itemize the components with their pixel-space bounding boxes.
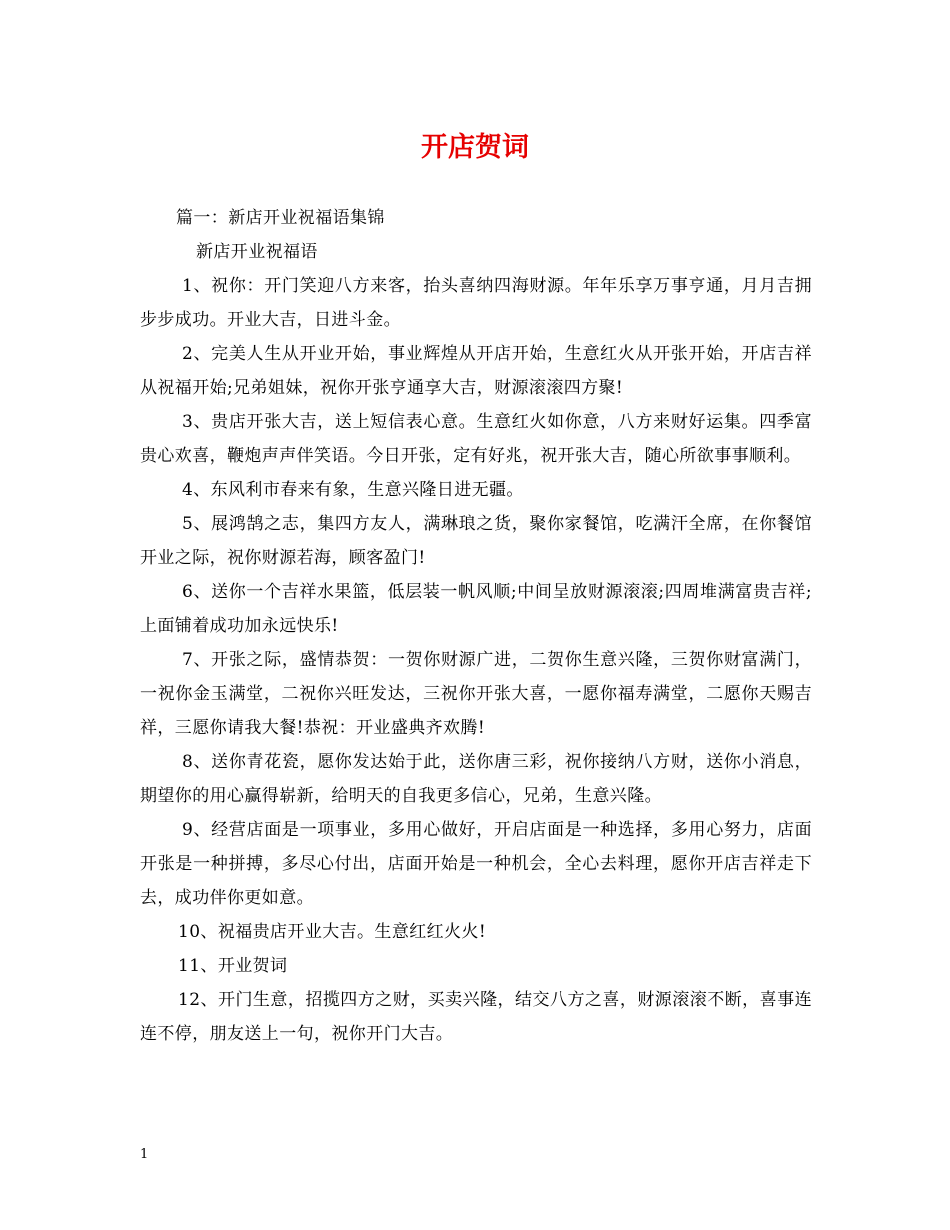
sub-heading: 新店开业祝福语 — [196, 242, 318, 262]
wish-paragraph: 3、贵店开张大吉，送上短信表心意。生意红火如你意，八方来财好运集。四季富贵心欢喜，鞭炮声声伴笑语。今日开张，定有好兆，祝开张大吉，随心所欲事事顺利。 — [140, 412, 812, 466]
wish-paragraph: 1、祝你：开门笑迎八方来客，抬头喜纳四海财源。年年乐享万事亨通，月月吉拥步步成功。开业大吉，日进斗金。 — [140, 276, 812, 330]
document-title: 开店贺词 — [421, 132, 529, 163]
wish-paragraph: 5、展鸿鹄之志，集四方友人，满琳琅之货，聚你家餐馆，吃满汗全席，在你餐馆开业之际，祝你财源若海，顾客盈门! — [140, 514, 812, 568]
section-heading: 篇一：新店开业祝福语集锦 — [176, 208, 385, 228]
wish-paragraph: 7、开张之际，盛情恭贺：一贺你财源广进，二贺你生意兴隆，三贺你财富满门，一祝你金玉满堂，二祝你兴旺发达，三祝你开张大喜，一愿你福寿满堂，二愿你天赐吉祥，三愿你请我大餐!恭祝：开业盛典齐欢腾! — [140, 650, 812, 738]
wish-paragraph: 4、东风利市春来有象，生意兴隆日进无疆。 — [182, 480, 524, 500]
wish-paragraph: 6、送你一个吉祥水果篮，低层装一帆风顺;中间呈放财源滚滚;四周堆满富贵吉祥;上面铺着成功加永远快乐! — [140, 582, 812, 636]
wish-paragraph: 2、完美人生从开业开始，事业辉煌从开店开始，生意红火从开张开始，开店吉祥从祝福开始;兄弟姐妹，祝你开张亨通享大吉，财源滚滚四方聚! — [140, 344, 812, 398]
wish-paragraph: 8、送你青花瓷，愿你发达始于此，送你唐三彩，祝你接纳八方财，送你小消息，期望你的用心赢得崭新，给明天的自我更多信心，兄弟，生意兴隆。 — [140, 752, 812, 806]
document-body — [140, 201, 812, 1051]
page-number: 1 — [140, 1147, 149, 1162]
wish-paragraph: 10、祝福贵店开业大吉。生意红红火火! — [178, 922, 487, 942]
wish-paragraph: 11、开业贺词 — [178, 956, 288, 976]
wish-paragraph: 9、经营店面是一项事业，多用心做好，开启店面是一种选择，多用心努力，店面开张是一种拼搏，多尽心付出，店面开始是一种机会，全心去料理，愿你开店吉祥走下去，成功伴你更如意。 — [140, 820, 812, 908]
wish-paragraph: 12、开门生意，招揽四方之财，买卖兴隆，结交八方之喜，财源滚滚不断，喜事连连不停，朋友送上一句，祝你开门大吉。 — [140, 990, 812, 1044]
